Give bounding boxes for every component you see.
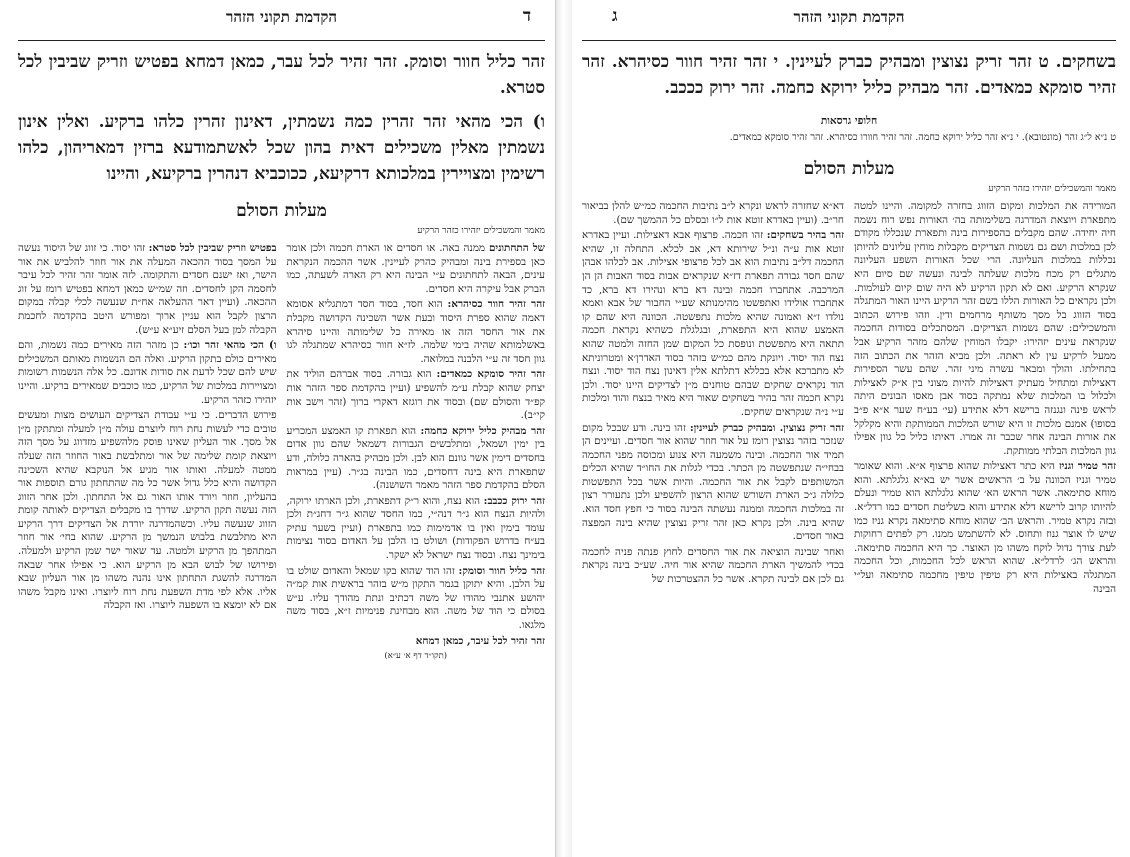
commentary-paragraph: זהר זהיר חוור כסיהרא: הוא חסד, בסוד חסד דמתגליא אסומא דאמה שהוא ספרת היסוד ובעת אשר השכינה הקדושה מקבלת את אור החסד הזה או מאירה כל שלימותה והיינו סיהרא באשלמותא שהיה בימי שלמה. לז״א חוור כסיהרא שמתגלה לגו גוון חסד זה ע״י הלבנה במלואה.: [286, 298, 545, 365]
right-sulam-subtitle: מאמר והמשכילים יזהירו כזהר הרקיע: [988, 184, 1116, 194]
left-page-header-title: הקדמת תקוני הזהר: [226, 8, 337, 26]
right-page-header-title: הקדמת תקוני הזהר: [793, 8, 905, 26]
commentary-paragraph: בפטיש וזריק שביבין לכל סטרא: זהו יסוד. כי זווג של היסוד נעשה על המסך בסוד ההכאה המעלה את אור חוזר להלביש את אור הישר, ואז ישנם חסדים והתקומה. לזה אומר זהר זהיר לכל עיבר לחסמה הקן לחסדים. וזה שמ״ש כמאן דמחא בפטיש רומז על זוג ההכאה. (ועיין דאר ההעלאה אח״ת שנעשה לכלי קבלה במקום הרצון לקבל הוא עניין ארוך ומפורש היטב בהקדמה לחכמת הקבלה למן בעל הסלם זיע״א ע״ש).: [18, 242, 277, 336]
commentary-paragraph: המורידה את המלכות ומקום הזווג בחזרה למקומה. והיינו למטה מתפארת ויוצאת המדרגה בשלימותה בה׳ האורות נפש רוח נשמה חיה יחידה. שהם מקבלים בהספירות בינה ותפארת שנכללו מקודם לכן במלכות ושם גם נשמות הצדיקים מקבלות מוחין עליונים להיותן נכללות במלכות העליונה. הרי שכל האורות השפע העליונה מתגלים רק מכח מלכות שעלתה לבינה ונעשה שם סיום היא שנקרא הרקיע. ואם לא תקון הרקיע לא היה שום קיום לעולמות. ולכן נקראים כל האורות הללו בשם זהר הרקיע היינו האור המתגלה בסוד הזווג בל מסך משותף מרחמים ודין. וזהו פירוש הכתוב והמשכילים: שהם נשמות הצדיקים. המסתכלים בסודות החכמה שנקראת עינים יזהירו: יקבלו המוחין שלהם מזהר הרקיע אבל ממעל לרקיע עין לא ראתה. ולכן מביא הזהר את הכתוב הזה בתחילתו. והולך ומבאר עשרה מיני זהר. שהם עשר הספירות דאצילות ומתחיל מעתיק דאצילות להיות מצוני בין א״ק לאצילות ולכלול בו המלכות שלא נמתקה בסוד אבן מאסו הבונים היתה לראש פינה ונגנזה ברישא דלא אתידע (עי׳ בע״ח שער א״א פ״ב בסופו) אמנם מלכות זו היא שורש המלכות הממותקת והיא מקלקל את אורות הבינה אחר שכבר זה אמרו. דאיתו כליל כל גוון אפילו גוון המלכות הבלתי ממותקת.: [854, 200, 1116, 457]
commentary-paragraph: זהר זריק נצוצין. ומבהיק כברק לעיינין: זהו בינה. ודע שבכל מקום שנזכר בזהר נצוצין רומז על אור חוזר שהוא אור חסדים. ועיינים הן תמיד אור החכמה. ובינה משמעה היא צנוע ומכוסה מפני החכמה בבחי״ה שנתפשטה מן הכתר. בכדי לגלות את החו״ד שהיא הכלים המשותפים לקבל את אור החכמה. והיות אשר בכל התפשטות כלולה ג״כ הארת השורש שהוא הרצון להשפיע ולכן נתעורר רצון זה במלכות החכמה וממנה נעשתה הבינה בסוד כי חפץ חסד הוא. שהיא בינה. ולכן נקרא כאן זהר זריק נצוצין שהיא בינה המפצה באור חסדים.: [582, 421, 845, 543]
commentary-paragraph: זהר זהיר סומקא כמאדים: הוא גבורה. בסוד אברהם הוליד את יצחק שהוא קבלת ע״מ להשפיע (ועיין בהקדמת ספר הזהר אות קפ״ד והסולם שם) ובסוד את רוגזא דאקרי ברוך (זהר וישב אות קי״ב).: [286, 368, 545, 422]
left-page: [0, 0, 556, 857]
left-column-footnote: (תקו״ד דף א׳ ע״א): [384, 651, 448, 662]
commentary-paragraph: זהר טמיר וגניז היא כתר דאצילות שהוא פרצוף א״א. והוא שאומר טמיר וגניז הכוונה על ב׳ הראשים אשר יש בא״א גלגלתא. והוא מוחא סתימאה. אשר הראש הא׳ שהוא גלגלתא הוא טמיר ונעלם להיותו קרוב לרישא דלא אתידע והוא בשליטת חסדים כמו רדל״א. ובזה נקרא טמיר. והראש הב׳ שהוא מוחא סתימאה נקרא גניז כמו שיש לו אוצר גנוז ותחוס. לא להשתמש ממנו. רק לפתים רחוקות לעת צורך גדול לוקח משהו מן האוצר. כך היא החכמה סתימאה. והראש הג׳ לרדל״א. שהוא הראש לכל החכמות, וכל החכמה המתגלה באצילות היא רק טיפין טיפין מחכמה סתימאה ועל״י הבינה: [854, 460, 1116, 595]
commentary-paragraph: דא״א שחזרה לראש ונקרא ל״ב נתיבות החכמה כמ״ש להלן בביאור חר״ב. (ועיין באדרא זוטא אות ל״ו ובסלם כל ההמשך שם).: [582, 200, 844, 226]
commentary-paragraph: זהר בהיר בשחקים: זהו חכמה. פרצוף אבא דאצילות. ועיין באדרא זוטא אות ע״ה ונ״ל שירותא דא, אב לכלא. התחלה זו, שהיא החכמה דל״ב נתיבות הוא אב לכל פרצופי אצילות. אב לכלהו אבהן שהם חסד גבורה תפארת דז״א שנקראים אבות בסוד האבות הן הן המרכבה. אתחברו חכמה ובינה דא ברא ונהירו דא ברא, כד אתחברו אולידו ואתפשטו מהימנותא שע״י החבור של אבא ואמא נולדו ז״א ואמונה שהיא מלכות נתפשטה. הכוונה היא שהם קו האמצע שהוא היא התפארת, ובגלגלת כשהיא נקראת חכמה תתאה היא מתפשטת ונופסת כל המקום שמן החזה ולמטה שהוא נצח הוד יסוד. ויונקת מהם כמ״ש בזהר בסוד האדרן׳א ומטרוניתא לא מתברכא אלא בכללא דתלתא אלין דאינון נצח הוד יסוד. ונצח הוד נקראים שחקים שבהם טוחנים מ״ן לצדיקים היינו יסוד. ולכן נקרא חכמה זהר בהיר בשחקים שאור היא מאיר בנצח והוד ומלכות ע״י נ״ה שנקראים שחקים.: [582, 229, 844, 418]
right-zohar-paragraph: בשחקים. ט זהר זריק נצוצין ומבהיק כברק לעיינין. י זהר זהיר חוור כסיהרא. זהר זהיר סומקא כמאדים. זהר מבהיק כליל ירוקא כחמה. זהר ירוק כככב.: [582, 52, 1116, 98]
right-page-number: ג: [612, 6, 618, 26]
book-gutter: [556, 0, 572, 857]
commentary-paragraph: פירוש הדברים. כי ע״י עבודת הצדיקים העושים מצות ומעשים טובים כדי לעשות נחת רוח ליוצרם עולה מ״ן למעלה ומתתקן מ״ן אל מסך. אור העליון שאינו פוסק מלהשפיע מזדווג על מסך הזה ויוצאת קומת שלימה של אור ומתלבשת באור החוזר הזה שעלה ממטה למעלה. ואותו אור מגיע אל הנוקבא שהיא השכינה הקדושה והיא כלל גדול אשר כל מה שהתחתון גורם תוספות אור בהעליון, חוזר ויורד אותו האור גם אל התחתון. ולכן אחר הזווג הזה נעשה תקון הרקיע. שדרך בו מקבלים הצדיקים לאותה קומת הזווג שנעשה עליו. וכשהמדרגה יורדת אל הצדיקים דרך הרקיע היא מתלבשת בלבוש הנמשך מן הרקיע. שהוא בחי׳ אור חוזר המתהפך מן הרקיע ולמטה. עד שאור ישר שמן הרקיע ולמעלה. ופירושו של לבוש הבא מן הרקיע הוא. כי אפילו אחר שבאה המדרגה להשגת התחתון אינו נהנה משהו מן אור העליון שבא אליו. אלא לפי מדת השפעת נחת רוח ליוצרו. ואינו מקבל משהו אם לא יומצא בו השפעה ליוצרו. ואז הקבלה: [18, 409, 277, 612]
variants-title: חלופי גרסאות: [820, 115, 878, 127]
commentary-paragraph: של התחתונים ממנה באה. או חסדים או הארת חכמה ולכן אומר כאן בספירת בינה ומבהיק כהרק לעיינין. אשר ההכמה הנקראת עינים, הבאה לתחתונים ע״י הבינה היא רק הארה לשעתה, כמו הברק אבל עיקרה היא חסדים.: [286, 242, 545, 295]
commentary-paragraph: זהר מבהיק כליל ירוקא כחמה: הוא תפארת קו האמצע המכריע בין ימין ושמאל, ומתלבשים הגבורות דשמאל שהם גוון אדום בחסדים דימין אשר גוונם הוא לבן. ולכן מבהיק בהארה כלולה, ודע שתפארת היא בינה דחסדים, כמו הבינה בג״ר. (עיין במראות הסלם בהקדמת ספר הזהר מאמר השושנה).: [286, 424, 545, 492]
commentary-paragraph: ו) הכי מהאי זהר וכו׳: כן מזהר הזה מאירים כמה נשמות, והם מאירים כולם בתקון הרקיע. ואלה הם הנשמות מאותם המשכילים שיש להם שכל לדעת את סודות אדונם. כל אלה הנשמות רשומות ומצויירות במלכות של הרקיע, כמו כוכבים שמאירים ברקיע. והיינו יזהירו כזהר הרקיע.: [18, 339, 277, 406]
left-sulam-title: מעלות הסולם: [236, 201, 327, 221]
left-zohar-paragraph-2: ו) הכי מהאי זהר זהרין כמה נשמתין, דאינון זהרין כלהו ברקיע. ואלין אינון נשמתין מאלין משכילים דאית בהון שכל לאשתמודעא ברזין דמאריהון, כלהו רשימין ומצויירין במלכותא דרקיעא, ככוכביא דנהרין ברקיעא, והיינו: [18, 112, 545, 184]
commentary-paragraph: זהר כליל חוור וסומק: זהו הוד שהוא בקו שמאל והאדום שולט בו על הלבן. והיא יתוקן בגמר התקון מ״ש בזהר בראשית אות קמ״ה יהושע אתנבי מהודו של משה דכתיב ונתת מהודך עליו. ע״ש בסולם כי הוד של משה. הוא מבחינת פנימיות ז״א, בסוד משה מלגאו.: [286, 564, 546, 632]
commentary-paragraph: זהר ירוק ככבב: הוא נצח, והוא ר״ק דתפארת, ולכן הארתו ירוקה, ולהיות הנצח הוא ג״ר דנה״י, כמו החסד שהוא ג״ר דחג״ת ולכן עומד בימין ואין בו אדמימות כמו בתפארת (ועיין בשער עתיק בע״ח בדרוש הפקודות) ושולט בו הלבן על האדום בסוד נצימות בימינך נצח. ובסוד נצח ישראל לא ישקר.: [286, 494, 545, 562]
right-sulam-title: מעלות הסולם: [803, 159, 895, 179]
left-zohar-paragraph-1: זהר כליל חוור וסומק. זהר זהיר לכל עבר, כמאן דמחא בפטיש וזריק שביבין לכל סטרא.: [18, 52, 545, 98]
commentary-paragraph: זהר זהיר לכל עיבר, כמאן דמחא: [415, 634, 545, 647]
left-commentary-column-right: [287, 242, 546, 664]
left-page-header: [18, 0, 545, 41]
commentary-paragraph: ואחר שבינה הוציאה את אור החסדים לחוץ פנתה פניה לחכמה בכדי להמשיך הארת החכמה שהיא אור חיה. שע״כ בינה נקראת גם לכן אם לבינה תקרא. אשר כל ההצטרכות של: [582, 545, 844, 586]
variants-text: ט נ״א ל״ג זהר (מונטובא). י נ״א זהר כליל ירוקא כחמה. זהר זהיר חוורו כסיהרא. זהר זהיר סומקא כמאדים.: [729, 132, 1116, 143]
right-commentary-column-right: [854, 200, 1116, 598]
right-commentary-column-left: [582, 200, 844, 598]
left-page-number: ד: [522, 6, 531, 26]
left-commentary-columns: [18, 242, 545, 664]
right-page: [572, 0, 1128, 857]
right-page-header: [582, 0, 1116, 41]
left-commentary-column-left: [18, 242, 277, 664]
right-commentary-columns: [582, 200, 1116, 598]
left-sulam-subtitle: מאמר והמשכילים יזהירו כזהר הרקיע: [417, 226, 545, 236]
